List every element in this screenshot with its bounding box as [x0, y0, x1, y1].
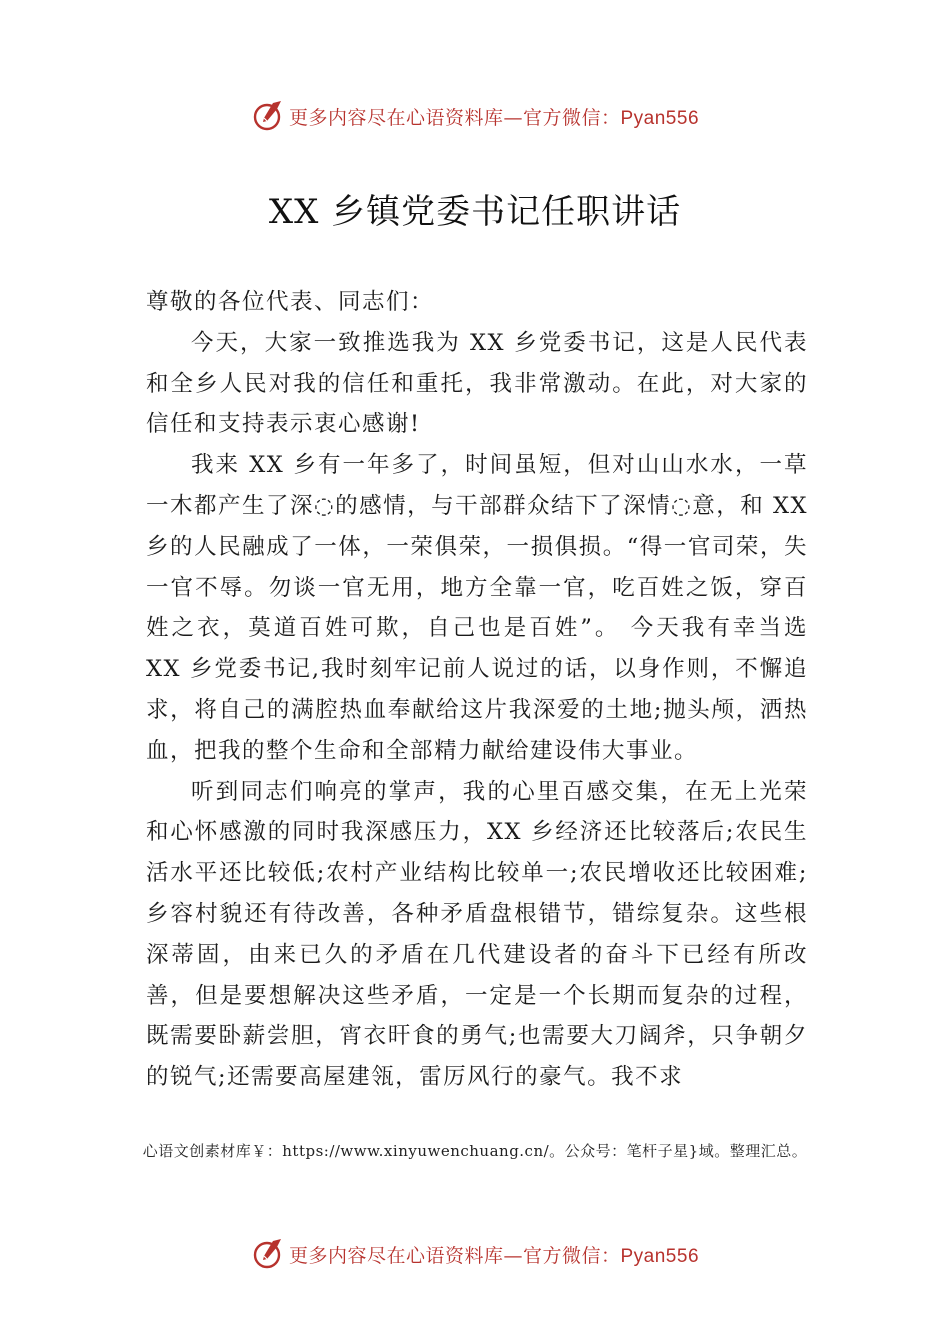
header-banner	[0, 96, 950, 136]
footer-banner	[0, 1234, 950, 1274]
quill-pen-logo-icon	[251, 99, 285, 133]
header-banner-label: 更多内容尽在心语资料库—官方微信：	[288, 106, 621, 129]
salutation: 尊敬的各位代表、同志们：	[146, 289, 435, 315]
header-wechat-id: Pyan556	[620, 107, 700, 129]
footer-wechat-id: Pyan556	[620, 1245, 700, 1267]
paragraph-1: 今天，大家一致推选我为 XX 乡党委书记，这是人民代表和全乡人民对我的信任和重托，我非常激动。在此，对大家的信任和支持表示衷心感谢!	[146, 329, 808, 438]
paragraph-2: 我来 XX 乡有一年多了，时间虽短，但对山山水水，一草一木都产生了深◌的感情，与干部群众结下了深情◌意，和 XX 乡的人民融成了一体，一荣俱荣，一损俱损。“得一官司荣，失一官不辱。勿谈一官无用，地方全靠一官，吃百姓之饭，穿百姓之衣，莫道百姓可欺，自己也是百姓”。 今天我有幸当选 XX 乡党委书记,我时刻牢记前人说过的话，以身作则，不懈追求，将自己的满腔热血奉献给这片我深爱的土地;抛头颅，洒热血，把我的整个生命和全部精力献给建设伟大事业。	[146, 452, 808, 764]
footer-banner-text	[289, 1241, 699, 1268]
quill-pen-logo-icon	[251, 1237, 285, 1271]
footer-banner-label: 更多内容尽在心语资料库—官方微信：	[288, 1244, 621, 1267]
document-title: XX 乡镇党委书记任职讲话	[268, 192, 682, 232]
paragraph-3: 听到同志们响亮的掌声，我的心里百感交集，在无上光荣和心怀感激的同时我深感压力，XX 乡经济还比较落后;农民生活水平还比较低;农村产业结构比较单一;农民增收还比较困难;乡容村貌还有待改善，各种矛盾盘根错节，错综复杂。这些根深蒂固，由来已久的矛盾在几代建设者的奋斗下已经有所改善，但是要想解决这些矛盾，一定是一个长期而复杂的过程，既需要卧薪尝胆，宵衣旰食的勇气;也需要大刀阔斧，只争朝夕的锐气;还需要高屋建瓴，雷厉风行的豪气。我不求	[146, 778, 808, 1091]
header-banner-text	[289, 103, 699, 130]
footer-source-line: 心语文创素材库￥：https://www.xinyuwenchuang.cn/。公众号：笔杆子星}域。整理汇总。	[142, 1142, 808, 1160]
document-body	[146, 282, 808, 1098]
